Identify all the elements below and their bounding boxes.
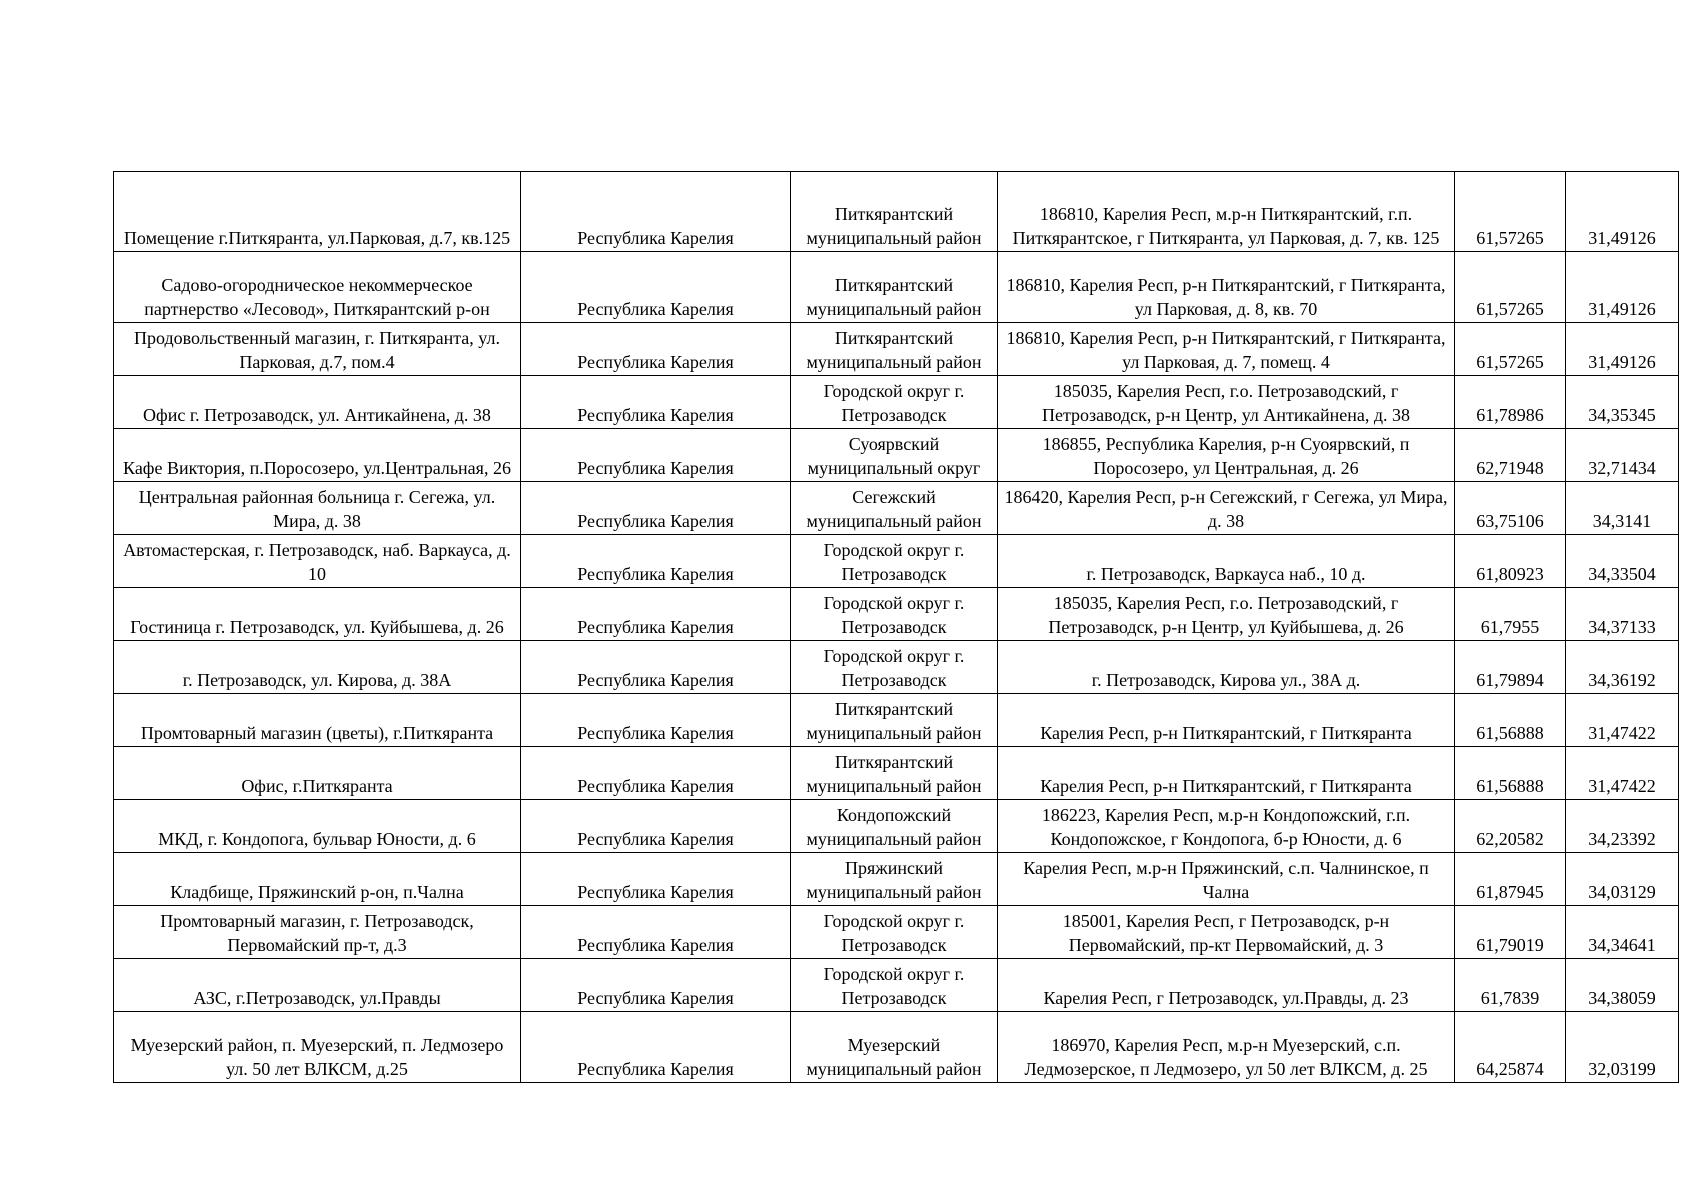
longitude-cell: 31,49126 [1566, 323, 1679, 376]
longitude-cell: 34,35345 [1566, 376, 1679, 429]
object-name-cell: Помещение г.Питкяранта, ул.Парковая, д.7, кв.125 [114, 172, 521, 252]
latitude-cell: 62,20582 [1455, 800, 1566, 853]
object-name-cell: Промтоварный магазин (цветы), г.Питкяранта [114, 694, 521, 747]
address-cell: 186420, Карелия Респ, р-н Сегежский, г Сегежа, ул Мира, д. 38 [998, 482, 1455, 535]
longitude-cell: 34,03129 [1566, 853, 1679, 906]
latitude-cell: 64,25874 [1455, 1012, 1566, 1083]
district-cell: Городской округ г. Петрозаводск [791, 376, 998, 429]
region-cell: Республика Карелия [521, 959, 791, 1012]
address-cell: г. Петрозаводск, Кирова ул., 38А д. [998, 641, 1455, 694]
address-cell: 186810, Карелия Респ, р-н Питкярантский, г Питкяранта, ул Парковая, д. 8, кв. 70 [998, 252, 1455, 323]
district-cell: Городской округ г. Петрозаводск [791, 906, 998, 959]
longitude-cell: 32,03199 [1566, 1012, 1679, 1083]
region-cell: Республика Карелия [521, 747, 791, 800]
longitude-cell: 31,47422 [1566, 747, 1679, 800]
object-name-cell: Гостиница г. Петрозаводск, ул. Куйбышева, д. 26 [114, 588, 521, 641]
table-row [114, 694, 1679, 747]
region-cell: Республика Карелия [521, 906, 791, 959]
district-cell: Муезерский муниципальный район [791, 1012, 998, 1083]
longitude-cell: 31,49126 [1566, 172, 1679, 252]
object-name-cell: Офис г. Петрозаводск, ул. Антикайнена, д. 38 [114, 376, 521, 429]
address-cell: 185001, Карелия Респ, г Петрозаводск, р-н Первомайский, пр-кт Первомайский, д. 3 [998, 906, 1455, 959]
object-name-cell: Муезерский район, п. Муезерский, п. Ледмозеро ул. 50 лет ВЛКСМ, д.25 [114, 1012, 521, 1083]
latitude-cell: 61,57265 [1455, 323, 1566, 376]
longitude-cell: 34,3141 [1566, 482, 1679, 535]
latitude-cell: 61,57265 [1455, 252, 1566, 323]
table-row [114, 429, 1679, 482]
table-row [114, 906, 1679, 959]
address-cell: Карелия Респ, г Петрозаводск, ул.Правды, д. 23 [998, 959, 1455, 1012]
object-name-cell: Офис, г.Питкяранта [114, 747, 521, 800]
latitude-cell: 61,56888 [1455, 694, 1566, 747]
district-cell: Городской округ г. Петрозаводск [791, 959, 998, 1012]
district-cell: Питкярантский муниципальный район [791, 172, 998, 252]
address-cell: Карелия Респ, р-н Питкярантский, г Питкяранта [998, 747, 1455, 800]
longitude-cell: 34,36192 [1566, 641, 1679, 694]
address-cell: 185035, Карелия Респ, г.о. Петрозаводский, г Петрозаводск, р-н Центр, ул Куйбышева, д. 26 [998, 588, 1455, 641]
locations-table [113, 171, 1679, 1083]
region-cell: Республика Карелия [521, 376, 791, 429]
table-row [114, 800, 1679, 853]
district-cell: Городской округ г. Петрозаводск [791, 641, 998, 694]
district-cell: Питкярантский муниципальный район [791, 747, 998, 800]
latitude-cell: 61,78986 [1455, 376, 1566, 429]
table-row [114, 482, 1679, 535]
table-row [114, 323, 1679, 376]
table-row [114, 588, 1679, 641]
region-cell: Республика Карелия [521, 694, 791, 747]
region-cell: Республика Карелия [521, 800, 791, 853]
object-name-cell: Садово-огородническое некоммерческое партнерство «Лесовод», Питкярантский р-он [114, 252, 521, 323]
latitude-cell: 63,75106 [1455, 482, 1566, 535]
latitude-cell: 61,56888 [1455, 747, 1566, 800]
region-cell: Республика Карелия [521, 535, 791, 588]
region-cell: Республика Карелия [521, 641, 791, 694]
object-name-cell: МКД, г. Кондопога, бульвар Юности, д. 6 [114, 800, 521, 853]
longitude-cell: 34,33504 [1566, 535, 1679, 588]
latitude-cell: 61,57265 [1455, 172, 1566, 252]
longitude-cell: 34,37133 [1566, 588, 1679, 641]
object-name-cell: АЗС, г.Петрозаводск, ул.Правды [114, 959, 521, 1012]
address-cell: 186810, Карелия Респ, м.р-н Питкярантский, г.п. Питкярантское, г Питкяранта, ул Парковая, д. 7, кв. 125 [998, 172, 1455, 252]
latitude-cell: 61,7839 [1455, 959, 1566, 1012]
table-row [114, 641, 1679, 694]
object-name-cell: Кладбище, Пряжинский р-он, п.Чална [114, 853, 521, 906]
table-row [114, 252, 1679, 323]
address-cell: Карелия Респ, р-н Питкярантский, г Питкяранта [998, 694, 1455, 747]
district-cell: Городской округ г. Петрозаводск [791, 588, 998, 641]
object-name-cell: Автомастерская, г. Петрозаводск, наб. Варкауса, д. 10 [114, 535, 521, 588]
region-cell: Республика Карелия [521, 1012, 791, 1083]
address-cell: 186223, Карелия Респ, м.р-н Кондопожский, г.п. Кондопожское, г Кондопога, б-р Юности, д. 6 [998, 800, 1455, 853]
latitude-cell: 61,79894 [1455, 641, 1566, 694]
object-name-cell: Промтоварный магазин, г. Петрозаводск, Первомайский пр-т, д.3 [114, 906, 521, 959]
district-cell: Сегежский муниципальный район [791, 482, 998, 535]
object-name-cell: Продовольственный магазин, г. Питкяранта, ул. Парковая, д.7, пом.4 [114, 323, 521, 376]
longitude-cell: 34,38059 [1566, 959, 1679, 1012]
object-name-cell: Центральная районная больница г. Сегежа, ул. Мира, д. 38 [114, 482, 521, 535]
region-cell: Республика Карелия [521, 429, 791, 482]
table-row [114, 376, 1679, 429]
latitude-cell: 61,7955 [1455, 588, 1566, 641]
longitude-cell: 31,49126 [1566, 252, 1679, 323]
longitude-cell: 32,71434 [1566, 429, 1679, 482]
region-cell: Республика Карелия [521, 482, 791, 535]
district-cell: Питкярантский муниципальный район [791, 694, 998, 747]
object-name-cell: Кафе Виктория, п.Поросозеро, ул.Центральная, 26 [114, 429, 521, 482]
district-cell: Питкярантский муниципальный район [791, 252, 998, 323]
table-row [114, 747, 1679, 800]
district-cell: Городской округ г. Петрозаводск [791, 535, 998, 588]
latitude-cell: 61,80923 [1455, 535, 1566, 588]
district-cell: Питкярантский муниципальный район [791, 323, 998, 376]
table-row [114, 853, 1679, 906]
region-cell: Республика Карелия [521, 252, 791, 323]
region-cell: Республика Карелия [521, 172, 791, 252]
latitude-cell: 61,79019 [1455, 906, 1566, 959]
object-name-cell: г. Петрозаводск, ул. Кирова, д. 38А [114, 641, 521, 694]
longitude-cell: 34,23392 [1566, 800, 1679, 853]
address-cell: 185035, Карелия Респ, г.о. Петрозаводский, г Петрозаводск, р-н Центр, ул Антикайнена, д. 38 [998, 376, 1455, 429]
district-cell: Суоярвский муниципальный округ [791, 429, 998, 482]
district-cell: Пряжинский муниципальный район [791, 853, 998, 906]
table-row [114, 535, 1679, 588]
table-row [114, 1012, 1679, 1083]
address-cell: г. Петрозаводск, Варкауса наб., 10 д. [998, 535, 1455, 588]
longitude-cell: 34,34641 [1566, 906, 1679, 959]
longitude-cell: 31,47422 [1566, 694, 1679, 747]
district-cell: Кондопожский муниципальный район [791, 800, 998, 853]
address-cell: 186970, Карелия Респ, м.р-н Муезерский, с.п. Ледмозерское, п Ледмозеро, ул 50 лет ВЛКСМ, д. 25 [998, 1012, 1455, 1083]
address-cell: 186810, Карелия Респ, р-н Питкярантский, г Питкяранта, ул Парковая, д. 7, помещ. 4 [998, 323, 1455, 376]
latitude-cell: 61,87945 [1455, 853, 1566, 906]
region-cell: Республика Карелия [521, 588, 791, 641]
region-cell: Республика Карелия [521, 323, 791, 376]
address-cell: Карелия Респ, м.р-н Пряжинский, с.п. Чалнинское, п Чална [998, 853, 1455, 906]
address-cell: 186855, Республика Карелия, р-н Суоярвский, п Поросозеро, ул Центральная, д. 26 [998, 429, 1455, 482]
region-cell: Республика Карелия [521, 853, 791, 906]
latitude-cell: 62,71948 [1455, 429, 1566, 482]
table-row [114, 172, 1679, 252]
table-row [114, 959, 1679, 1012]
